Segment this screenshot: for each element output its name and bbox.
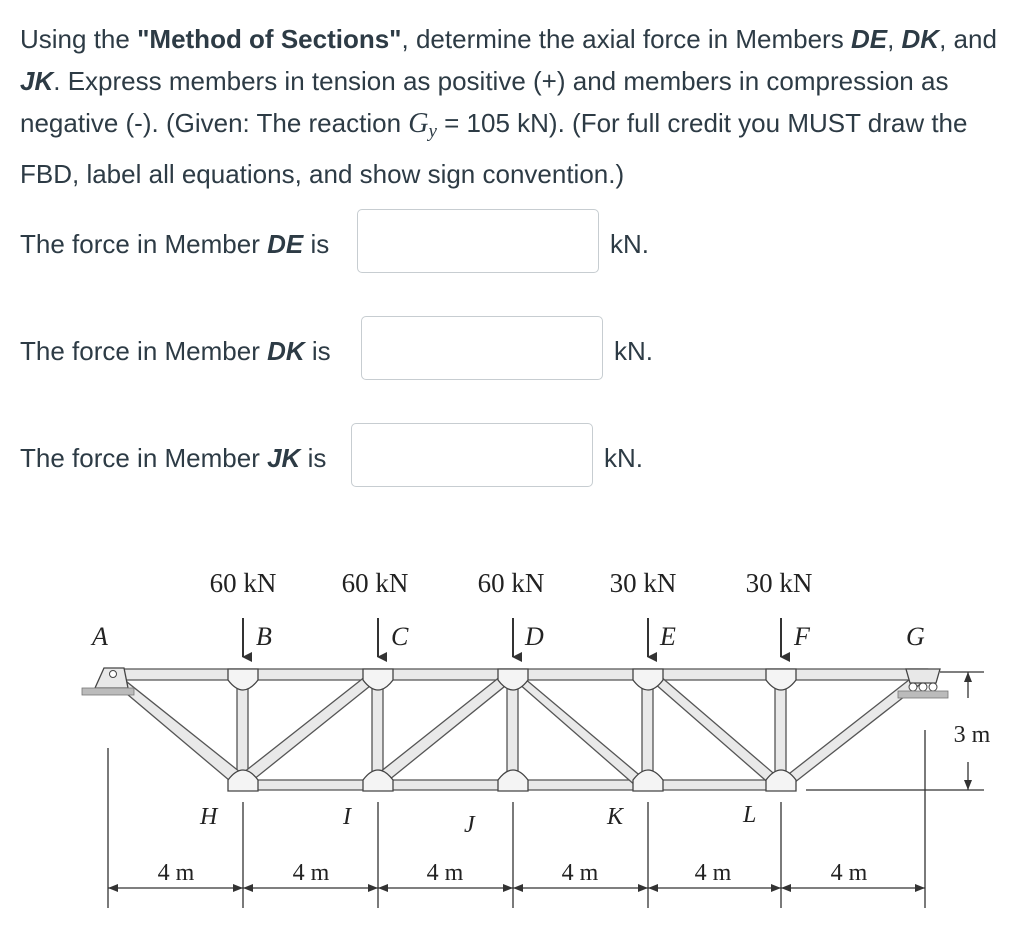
joint-label-e: E — [660, 622, 676, 651]
member-ci — [372, 678, 383, 780]
joint-label-d: D — [525, 622, 544, 651]
joint-label-b: B — [256, 622, 272, 651]
joint-label-j: J — [464, 812, 475, 838]
question-text — [20, 18, 1020, 195]
joint-label-f: F — [794, 622, 810, 651]
member-dj — [507, 678, 518, 780]
unit-label: kN. — [610, 229, 649, 259]
question-part: , determine the axial force in Members — [401, 24, 851, 54]
member-el — [646, 676, 786, 786]
member-dk-bar — [510, 676, 650, 786]
reaction-symbol: $G_y$ — [408, 108, 437, 142]
span-label: 4 m — [694, 860, 732, 886]
joint-label-g: G — [906, 622, 925, 651]
span-label: 4 m — [830, 860, 868, 886]
joint-label-a: A — [92, 622, 108, 651]
load-label-d: 60 kN — [477, 568, 545, 598]
question-part: , and — [939, 24, 997, 54]
span-label: 4 m — [157, 860, 195, 886]
load-label-c: 60 kN — [341, 568, 409, 598]
answer-label: The force in Member DE is — [20, 229, 330, 259]
joint-label-k: K — [607, 804, 624, 830]
member-ek — [642, 678, 653, 780]
question-part: . Express members in tension as positive (+) and members in compression as negative (-). (Given: The reaction — [20, 66, 949, 138]
member-dk: DK — [901, 24, 940, 54]
question-part: = 105 kN). (For full credit you MUST draw the FBD, label all equations, and show sign convention.) — [20, 108, 968, 189]
unit-label: kN. — [614, 336, 653, 366]
load-label-b: 60 kN — [209, 568, 277, 598]
joint-label-l: L — [743, 802, 757, 828]
span-label: 4 m — [426, 860, 464, 886]
answer-label: The force in Member DK is — [20, 336, 331, 366]
member-de: DE — [850, 24, 888, 54]
span-label: 4 m — [561, 860, 599, 886]
answer-input-dk[interactable] — [361, 316, 603, 380]
truss-diagram — [0, 540, 1024, 936]
joint-label-c: C — [391, 622, 409, 651]
span-label: 4 m — [292, 860, 330, 886]
member-bh — [237, 678, 248, 780]
joint-label-i: I — [343, 804, 351, 830]
member-fl — [775, 678, 786, 780]
load-label-f: 30 kN — [745, 568, 813, 598]
method-name: "Method of Sections" — [137, 24, 402, 54]
member-id — [370, 676, 515, 784]
height-label: 3 m — [953, 722, 991, 748]
unit-label: kN. — [604, 443, 643, 473]
question-part: Using the — [20, 24, 138, 54]
joint-label-h: H — [200, 804, 218, 830]
load-label-e: 30 kN — [609, 568, 677, 598]
question-part: , — [887, 24, 902, 54]
answer-label: The force in Member JK is — [20, 443, 327, 473]
member-hc — [234, 676, 380, 784]
answer-input-de[interactable] — [357, 209, 599, 273]
load-arrows — [243, 618, 781, 657]
member-jk: JK — [20, 66, 54, 96]
answer-input-jk[interactable] — [351, 423, 593, 487]
